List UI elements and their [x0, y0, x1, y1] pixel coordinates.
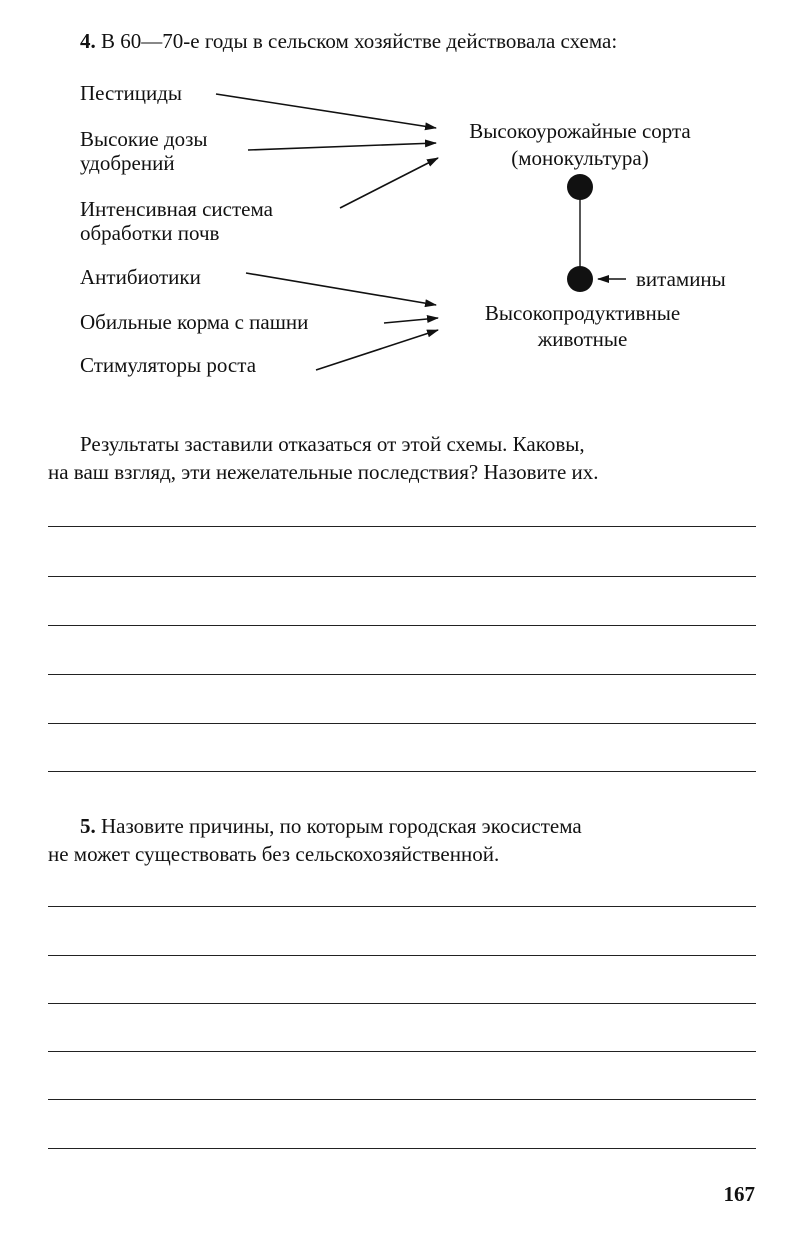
task5-question: [48, 812, 756, 868]
task4-answer-line[interactable]: [48, 771, 756, 772]
task5-question-line1: [48, 812, 756, 840]
arrow-growth: [316, 330, 438, 370]
arrow-pesticides: [216, 94, 436, 128]
task5-number: 5.: [80, 814, 96, 838]
task5-answer-line[interactable]: [48, 1051, 756, 1052]
arrow-tillage: [340, 158, 438, 208]
task5-answer-line[interactable]: [48, 955, 756, 956]
animals-dot: [567, 266, 593, 292]
arrow-fertilizers: [248, 143, 436, 150]
label-tillage-line1: Интенсивная система: [80, 197, 273, 221]
crops-dot: [567, 174, 593, 200]
task5-answer-line[interactable]: [48, 1099, 756, 1100]
task4-question-line2: на ваш взгляд, эти нежелательные последствия? Назовите их.: [48, 460, 599, 484]
label-tillage-line2: обработки почв: [80, 221, 220, 245]
task5-question-line2: не может существовать без сельскохозяйственной.: [48, 842, 500, 866]
task5-answer-line[interactable]: [48, 1003, 756, 1004]
task5-question-text: Назовите причины, по которым городская экосистема: [101, 814, 582, 838]
label-crops-line2: (монокультура): [511, 146, 649, 170]
label-growth: Стимуляторы роста: [80, 353, 257, 377]
task4-answer-line[interactable]: [48, 526, 756, 527]
label-feed: Обильные корма с пашни: [80, 310, 309, 334]
task4-question: [48, 430, 756, 486]
task4-number: 4.: [80, 29, 96, 53]
label-antibiotics: Антибиотики: [80, 265, 201, 289]
task5-answer-line[interactable]: [48, 906, 756, 907]
task4-answer-line[interactable]: [48, 625, 756, 626]
label-fertilizers-line2: удобрений: [80, 151, 175, 175]
label-crops-line1: Высокоурожайные сорта: [469, 119, 691, 143]
label-pesticides: Пестициды: [80, 81, 183, 105]
arrow-feed: [384, 318, 438, 323]
task4-intro: В 60—70-е годы в сельском хозяйстве действовала схема:: [101, 29, 618, 53]
label-vitamins: витамины: [636, 267, 726, 291]
arrow-antibiotics: [246, 273, 436, 305]
task4-question-line1: Результаты заставили отказаться от этой схемы. Каковы,: [80, 432, 585, 456]
label-fertilizers-line1: Высокие дозы: [80, 127, 208, 151]
page-number: 167: [723, 1182, 755, 1206]
label-animals-line1: Высокопродуктивные: [484, 301, 681, 325]
task4-answer-line[interactable]: [48, 576, 756, 577]
label-animals-line2: животные: [537, 327, 628, 351]
task4-answer-line[interactable]: [48, 723, 756, 724]
task5-answer-line[interactable]: [48, 1148, 756, 1149]
task4-answer-line[interactable]: [48, 674, 756, 675]
